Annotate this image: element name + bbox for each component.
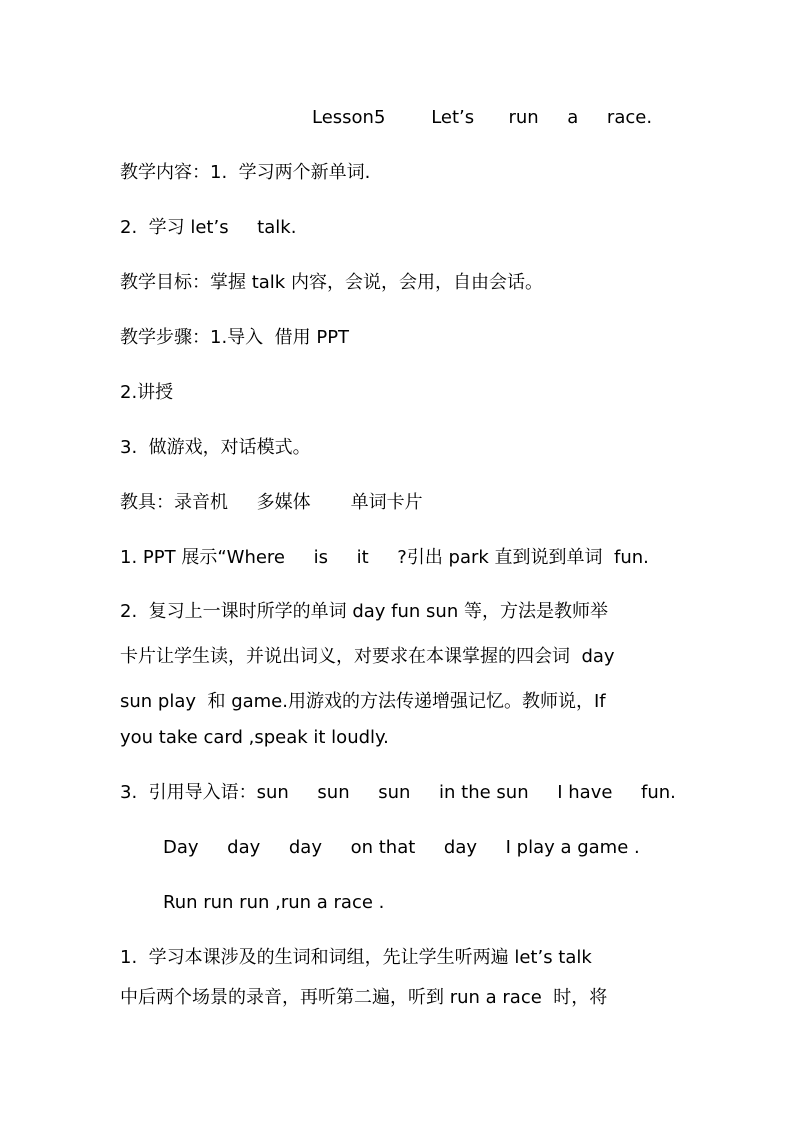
text-line-review-3: sun play 和 game.用游戏的方法传递增强记忆。教师说，If: [120, 691, 606, 712]
text-line-chant-run: Run run run ,run a race .: [163, 892, 385, 913]
text-line-review-4: you take card ,speak it loudly.: [120, 727, 389, 748]
text-line-step-3: 3. 做游戏，对话模式。: [120, 437, 311, 458]
text-line-review-2: 卡片让学生读，并说出词义，对要求在本课掌握的四会词 day: [120, 646, 615, 667]
text-line-teaching-steps: 教学步骤：1.导入 借用 PPT: [120, 327, 350, 348]
text-line-teaching-content: 教学内容：1. 学习两个新单词.: [120, 162, 371, 183]
text-line-ppt-show: 1. PPT 展示“Where is it ?引出 park 直到说到单词 fun.: [120, 547, 649, 568]
lesson-title: Lesson5 Let’s run a race.: [312, 107, 653, 128]
text-line-study-new-words-2: 中后两个场景的录音，再听第二遍，听到 run a race 时，将: [120, 987, 608, 1008]
text-line-study-new-words-1: 1. 学习本课涉及的生词和词组，先让学生听两遍 let’s talk: [120, 947, 592, 968]
text-line-teaching-goal: 教学目标：掌握 talk 内容，会说，会用，自由会话。: [120, 272, 543, 293]
text-line-review-1: 2. 复习上一课时所学的单词 day fun sun 等，方法是教师举: [120, 601, 608, 622]
text-line-chant-day: Day day day on that day I play a game .: [163, 837, 640, 858]
text-line-teaching-aids: 教具：录音机 多媒体 单词卡片: [120, 492, 423, 513]
text-line-intro-chant: 3. 引用导入语：sun sun sun in the sun I have fun.: [120, 782, 676, 803]
text-line-step-2: 2.讲授: [120, 382, 174, 403]
text-line-learn-lets-talk: 2. 学习 let’s talk.: [120, 217, 297, 238]
